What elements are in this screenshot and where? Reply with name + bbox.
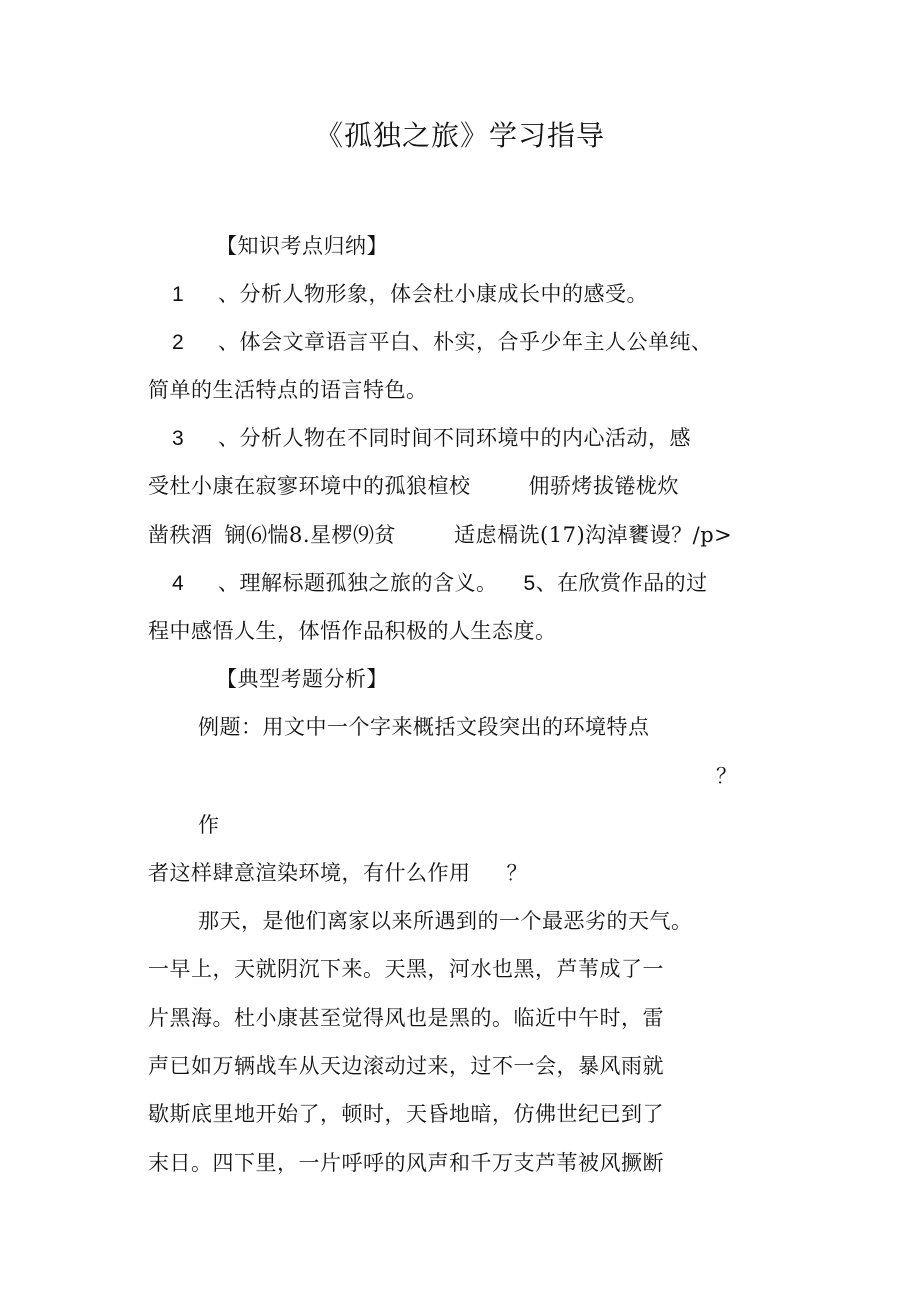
passage-line-1: 那天，是他们离家以来所遇到的一个最恶劣的天气。 [198, 909, 693, 933]
section-heading-knowledge: 【知识考点归纳】 [216, 234, 388, 258]
garbled-text-a: 受杜小康在寂寥环境中的孤狼楦校 [148, 474, 471, 498]
point-5-number: 5 [523, 572, 536, 595]
point-3 [172, 424, 691, 453]
example-question: 例题：用文中一个字来概括文段突出的环境特点 [198, 715, 650, 739]
point-2-text: 、体会文章语言平白、朴实，合乎少年主人公单纯、 [218, 330, 713, 354]
garbled-text-e: 适虑槅诜(17)沟淖饔谩？/p> [454, 523, 733, 547]
point-2 [172, 328, 713, 357]
point-4-text: 、理解标题孤独之旅的含义。 [218, 571, 498, 595]
section-heading-analysis: 【典型考题分析】 [216, 667, 388, 691]
question-mark-1: ？ [716, 764, 738, 788]
point-4-5 [172, 569, 708, 598]
garbled-text-c: 凿秩酒 [148, 523, 213, 547]
page-title: 《孤独之旅》学习指导 [314, 119, 605, 152]
point-1 [172, 280, 648, 309]
garbled-text-b: 佣骄烤拔锩栊炊 [528, 474, 679, 498]
point-5-text: 、在欣赏作品的过 [535, 571, 708, 595]
question-mark-2: ？ [506, 861, 528, 885]
point-2-continuation: 简单的生活特点的语言特色。 [148, 378, 428, 402]
point-3-text: 、分析人物在不同时间不同环境中的内心活动，感 [218, 426, 691, 450]
point-3-continuation-1 [148, 472, 679, 500]
point-4-number: 4 [172, 572, 185, 595]
example-zuo: 作 [198, 813, 220, 837]
example-question-2 [148, 859, 528, 887]
point-1-number: 1 [172, 283, 185, 306]
point-3-number: 3 [172, 427, 185, 450]
point-2-number: 2 [172, 331, 185, 354]
passage-line-5: 歇斯底里地开始了，顿时，天昏地暗，仿佛世纪已到了 [148, 1102, 664, 1126]
passage-line-2: 一早上，天就阴沉下来。天黑，河水也黑，芦苇成了一 [148, 957, 664, 981]
passage-line-6: 末日。四下里，一片呼呼的风声和千万支芦苇被风撅断 [148, 1151, 664, 1175]
point-1-text: 、分析人物形象，体会杜小康成长中的感受。 [218, 282, 648, 306]
passage-line-4: 声已如万辆战车从天边滚动过来，过不一会，暴风雨就 [148, 1054, 664, 1078]
point-5-continuation: 程中感悟人生，体悟作品积极的人生态度。 [148, 619, 557, 643]
passage-line-3: 片黑海。杜小康甚至觉得风也是黑的。临近中午时，雷 [148, 1006, 664, 1030]
garbled-text-d: 锎⑹惴8.星椤⑼贫 [224, 523, 397, 547]
point-3-continuation-2 [148, 521, 732, 549]
example-question-2-text: 者这样肆意渲染环境，有什么作用 [148, 861, 471, 885]
